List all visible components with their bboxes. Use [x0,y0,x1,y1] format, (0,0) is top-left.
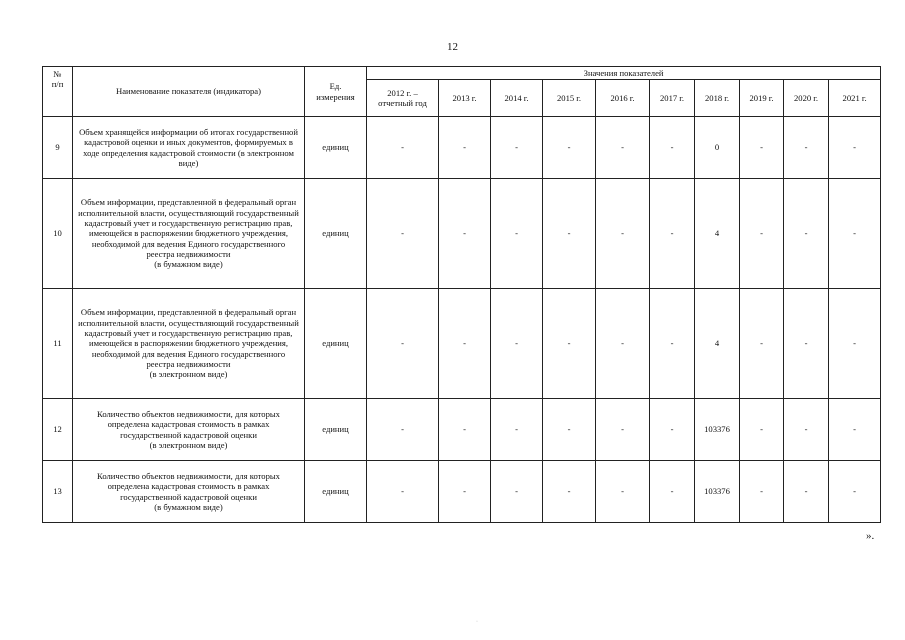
value-cell: - [740,117,784,179]
header-num: № п/п [43,67,73,117]
value-cell: - [439,461,491,523]
value-cell: - [367,399,439,461]
value-cell: - [367,179,439,289]
value-cell: - [596,461,650,523]
header-values-group: Значения показателей [367,67,881,80]
value-cell: - [367,117,439,179]
row-number: 12 [43,399,73,461]
table-row [43,399,881,461]
header-year: 2015 г. [543,80,596,117]
value-cell: - [543,399,596,461]
unit-cell: единиц [305,117,367,179]
value-cell: - [829,289,881,399]
header-year: 2021 г. [829,80,881,117]
value-cell: - [596,399,650,461]
row-number: 11 [43,289,73,399]
value-cell: - [650,399,695,461]
table-header [43,67,881,117]
value-cell: - [491,117,543,179]
value-cell: - [650,179,695,289]
value-cell: 0 [695,117,740,179]
value-cell: - [491,179,543,289]
unit-cell: единиц [305,399,367,461]
value-cell: - [491,399,543,461]
unit-cell: единиц [305,179,367,289]
value-cell: 4 [695,289,740,399]
header-name: Наименование показателя (индикатора) [73,67,305,117]
header-year: 2013 г. [439,80,491,117]
header-unit: Ед. измерения [305,67,367,117]
indicator-name: Объем информации, представленной в федеральный орган исполнительной власти, осуществляющий государственный кадастровый учет и государственную регистрацию прав, имеющейся в распоряжении бюджетного учреждения, необходимой для ведения Единого государственного реестра недвижимости (в электронном виде) [73,289,305,399]
unit-cell: единиц [305,289,367,399]
value-cell: - [829,179,881,289]
value-cell: - [784,399,829,461]
header-year: 2017 г. [650,80,695,117]
value-cell: - [543,179,596,289]
header-year: 2019 г. [740,80,784,117]
indicators-table [42,66,881,523]
value-cell: - [829,117,881,179]
value-cell: - [740,399,784,461]
value-cell: - [740,289,784,399]
value-cell: - [784,179,829,289]
indicator-name: Количество объектов недвижимости, для которых определена кадастровая стоимость в рамках государственной кадастровой оценки (в бумажном виде) [73,461,305,523]
table-row [43,179,881,289]
value-cell: - [543,289,596,399]
indicator-name: Объем информации, представленной в федеральный орган исполнительной власти, осуществляющий государственный кадастровый учет и государственную регистрацию прав, имеющейся в распоряжении бюджетного учреждения, необходимой для ведения Единого государственного реестра недвижимости (в бумажном виде) [73,179,305,289]
unit-cell: единиц [305,461,367,523]
row-number: 13 [43,461,73,523]
value-cell: - [650,461,695,523]
page-number: 12 [447,41,458,53]
value-cell: - [829,461,881,523]
value-cell: - [491,289,543,399]
table-row [43,289,881,399]
value-cell: - [650,117,695,179]
table-row [43,117,881,179]
value-cell: - [784,461,829,523]
value-cell: - [491,461,543,523]
value-cell: - [367,461,439,523]
value-cell: - [439,289,491,399]
value-cell: - [740,461,784,523]
header-year: 2018 г. [695,80,740,117]
value-cell: 103376 [695,399,740,461]
header-year: 2020 г. [784,80,829,117]
value-cell: 4 [695,179,740,289]
indicator-name: Количество объектов недвижимости, для которых определена кадастровая стоимость в рамках государственной кадастровой оценки (в электронном виде) [73,399,305,461]
value-cell: - [650,289,695,399]
table-row [43,461,881,523]
value-cell: - [784,117,829,179]
value-cell: - [596,179,650,289]
value-cell: - [829,399,881,461]
value-cell: - [367,289,439,399]
value-cell: - [439,399,491,461]
header-year: 2014 г. [491,80,543,117]
table-body [43,117,881,523]
row-number: 10 [43,179,73,289]
header-year: 2012 г. – отчетный год [367,80,439,117]
value-cell: - [740,179,784,289]
value-cell: - [596,117,650,179]
header-year: 2016 г. [596,80,650,117]
indicator-name: Объем хранящейся информации об итогах государственной кадастровой оценки и иных документов, формируемых в ходе определения кадастровой стоимости (в электронном виде) [73,117,305,179]
closing-mark: ». [866,530,875,542]
value-cell: - [543,117,596,179]
scan-dot: · [476,619,478,625]
value-cell: - [543,461,596,523]
value-cell: - [439,179,491,289]
row-number: 9 [43,117,73,179]
value-cell: - [784,289,829,399]
value-cell: 103376 [695,461,740,523]
value-cell: - [439,117,491,179]
value-cell: - [596,289,650,399]
